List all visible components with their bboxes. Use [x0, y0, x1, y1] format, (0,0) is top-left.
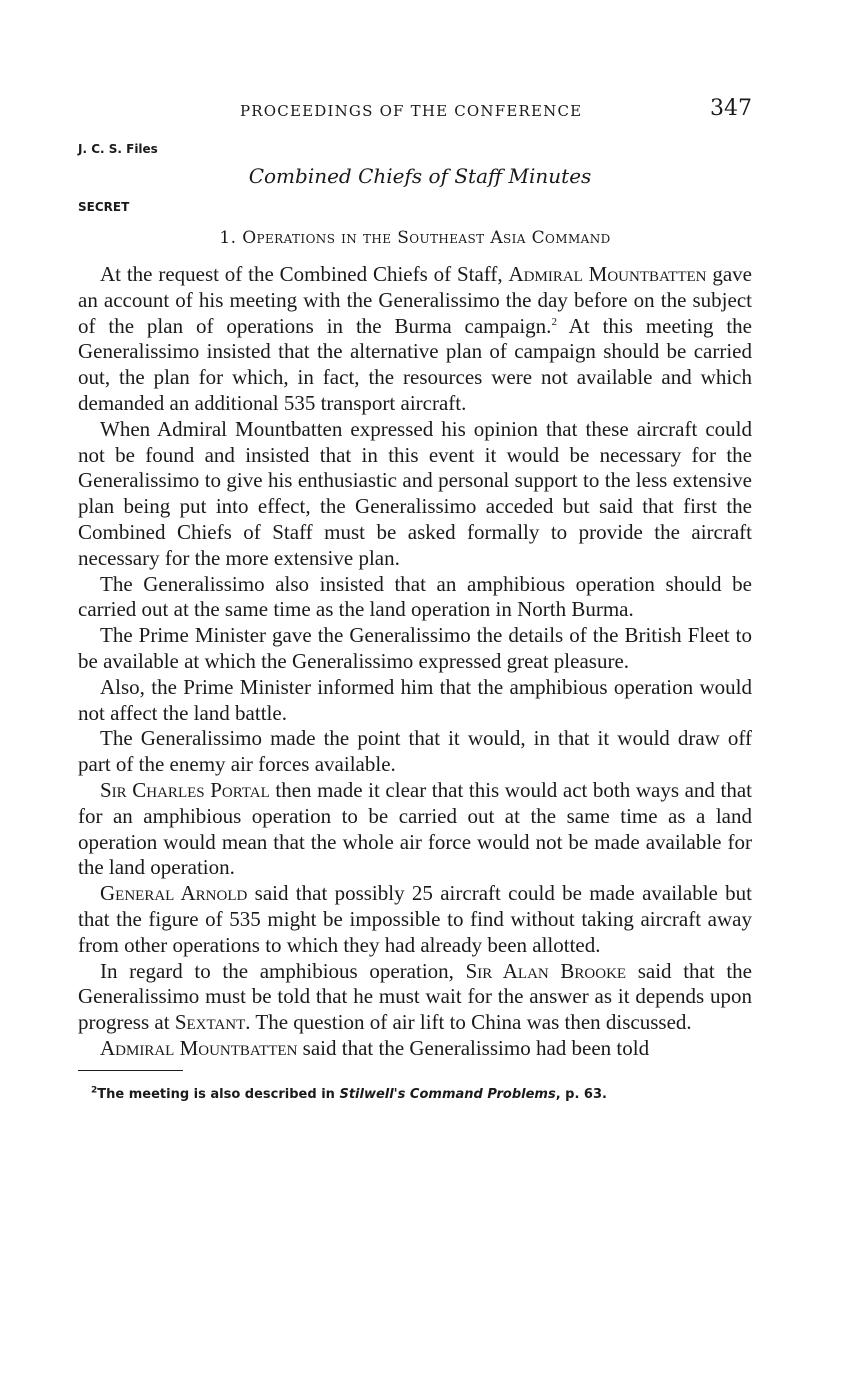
paragraph-6: The Generalissimo made the point that it would, in that it would draw off part of the enemy air forces available. — [78, 726, 752, 777]
document-page — [78, 96, 752, 1102]
code-name: Sextant — [174, 1010, 246, 1035]
paragraph-1: At the request of the Combined Chiefs of Staff, Admiral Mountbatten gave an account of his meeting with the Generalissimo the day before on the subject of the plan of operations in the Burma campaign.$^2$ At this meeting the Generalissimo insisted that the alternative plan of campaign should be carried out, the plan for which, in fact, the resources were not available and which demanded an additional 535 transport aircraft. — [78, 262, 752, 415]
footnote-reference: 2 — [551, 315, 557, 328]
person-name: Sir Charles Portal — [100, 777, 270, 802]
running-head-title: PROCEEDINGS OF THE CONFERENCE — [240, 102, 583, 120]
person-name: Admiral Mountbatten — [100, 1035, 298, 1060]
classification-marking: SECRET — [78, 200, 130, 214]
person-name: Sir Alan Brooke — [465, 958, 627, 983]
footnote-divider — [78, 1070, 183, 1071]
file-reference: J. C. S. Files — [78, 142, 158, 156]
paragraph-7: Sir Charles Portal then made it clear that this would act both ways and that for an amphibious operation to be carried out at the same time as a land operation would mean that the whole air force would not be made available for the land operation. — [78, 777, 752, 880]
running-head — [78, 96, 752, 130]
page-number: 347 — [710, 96, 752, 121]
person-name: General Arnold — [100, 881, 248, 906]
section-heading-text: Operations in the Southeast Asia Command — [242, 228, 611, 248]
section-heading — [78, 228, 752, 248]
person-name: Admiral Mountbatten — [508, 262, 707, 286]
paragraph-10: Admiral Mountbatten said that the Generalissimo had been told — [100, 1035, 650, 1060]
paragraph-2: When Admiral Mountbatten expressed his opinion that these aircraft could not be found and insisted that in this event it would be necessary for the Generalissimo to give his enthusiastic and personal support to the less extensive plan being put into effect, the Generalissimo acceded but said that first the Combined Chiefs of Staff must be asked formally to provide the aircraft necessary for the more extensive plan. — [78, 416, 752, 570]
paragraph-9: In regard to the amphibious operation, Sir Alan Brooke said that the Generalissimo must be told that he must wait for the answer as it depends upon progress at Sextant. The question of air lift to China was then discussed. — [78, 958, 753, 1035]
footnote-number: 2 — [91, 1085, 98, 1096]
section-number: 1. — [219, 228, 237, 248]
document-title: Combined Chiefs of Staff Minutes — [248, 164, 592, 188]
paragraph-4: The Prime Minister gave the Generalissimo the details of the British Fleet to be available at which the Generalissimo expressed great pleasure. — [78, 623, 752, 673]
paragraph-3: The Generalissimo also insisted that an amphibious operation should be carried out at the same time as the land operation in North Burma. — [78, 571, 752, 622]
footnote: $^2$The meeting is also described in Stilwell's Command Problems, p. 63. — [91, 1085, 607, 1102]
cited-work-title: Stilwell's Command Problems — [339, 1086, 556, 1102]
minutes-body — [78, 262, 752, 1062]
paragraph-8: General Arnold said that possibly 25 aircraft could be made available but that the figure of 535 might be impossible to find without taking aircraft away from other operations to which they had already been allotted. — [78, 881, 753, 957]
paragraph-5: Also, the Prime Minister informed him that the amphibious operation would not affect the land battle. — [78, 674, 752, 725]
